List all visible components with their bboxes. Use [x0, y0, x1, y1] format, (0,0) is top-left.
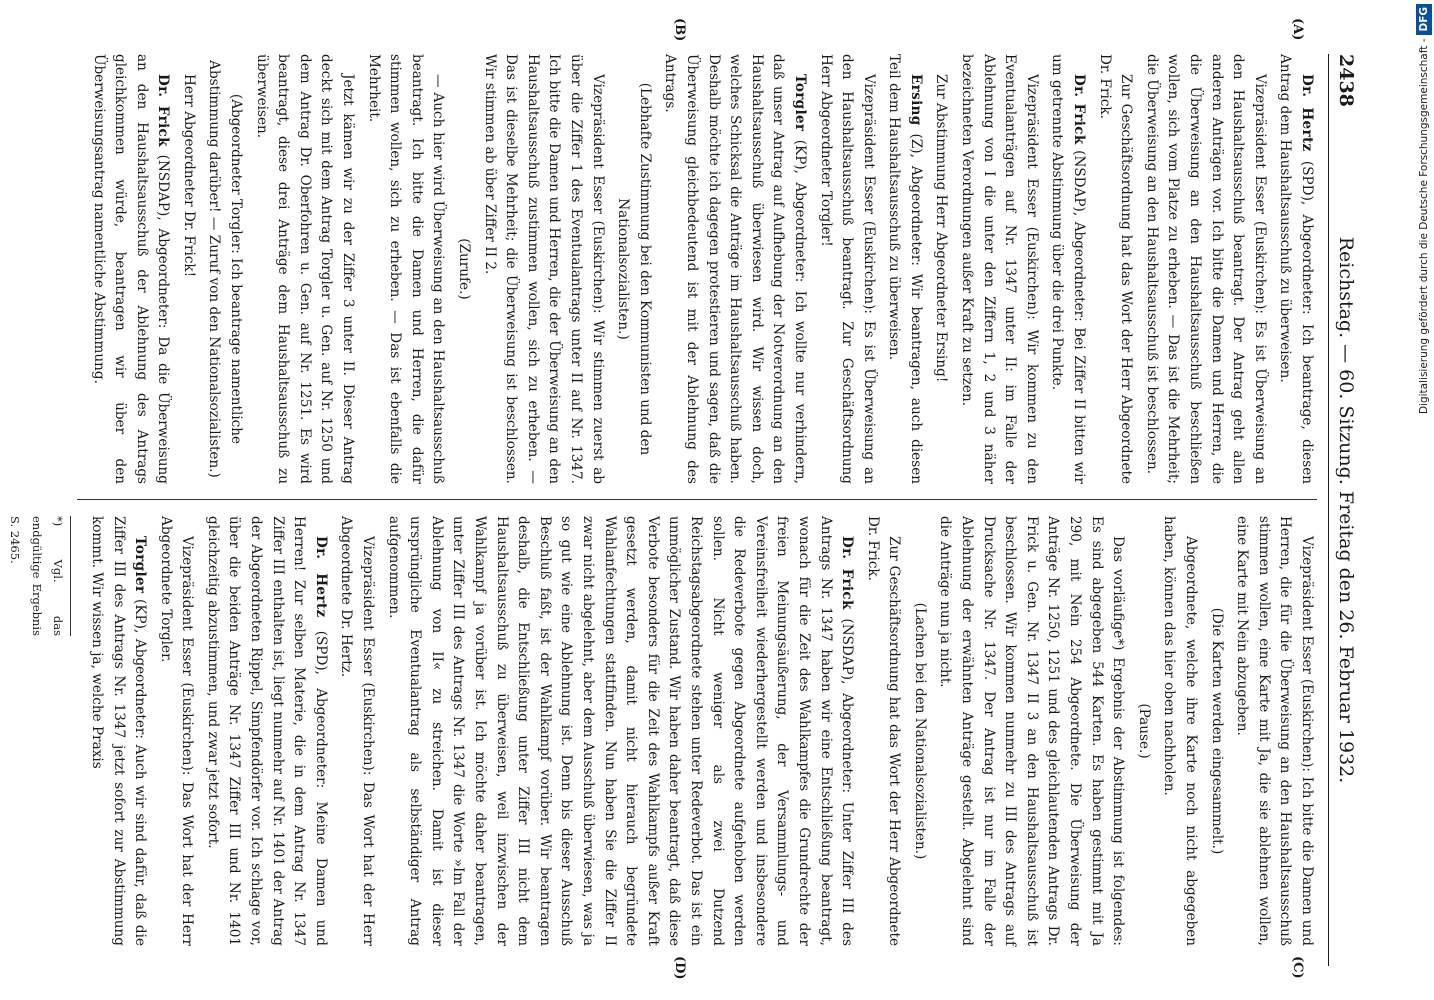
margin-marker-b: (B) — [672, 18, 687, 42]
speaker-name: Dr. Frick — [839, 536, 856, 610]
column-divider — [77, 499, 1317, 500]
speech-text: (Z), Abgeordneter: Wir beantragen, auch diesen Teil dem Haushaltsausschuß zu überweisen. — [886, 54, 924, 484]
page-number: 2438 — [1335, 54, 1357, 107]
speech-paragraph — [1274, 54, 1317, 484]
speech-text: Jetzt kämen wir zu der Ziffer 3 unter II. Dieser Antrag deckt sich mit dem Antrag Torgler u. Gen. auf Nr. 1250 und dem Antrag Dr. Oberfohren u. Gen. auf Nr. 1251. Es wird beantragt, diese drei Anträge dem Haushaltsausschuß zu überweisen. — [253, 54, 357, 484]
speaker-name: Dr. Frick — [155, 74, 172, 147]
speech-paragraph — [1231, 516, 1317, 946]
running-title: Reichstag. — 60. Sitzung. Freitag den 26. Februar 1932. — [1335, 236, 1357, 784]
speech-paragraph — [861, 516, 904, 946]
speech-paragraph — [335, 516, 378, 946]
speech-paragraph — [85, 516, 150, 946]
speech-paragraph — [934, 516, 1128, 946]
margin-marker-c: (C) — [1290, 956, 1305, 979]
speech-text: (Lebhafte Zustimmung bei den Kommunisten und den Nationalsozialisten.) — [615, 82, 653, 456]
speech-paragraph — [1140, 54, 1270, 484]
speech-text: Vizepräsident Esser (Euskirchen): Wir kommen zu den Eventualanträgen auf Nr. 1347 unter II: im Falle der Ablehnung von I die unter den Ziffern 1, 2 und 3 näher bezeichneten Verordnungen außer Kraft zu setzen. — [959, 54, 1040, 484]
right-column-body — [85, 516, 1317, 946]
credit-text: Digitalisierung gefördert durch die Deutsche Forschungsgemeinschaft - — [1418, 38, 1430, 415]
speech-text: Zur Abstimmung Herr Abgeordneter Ersing! — [933, 74, 950, 383]
left-column — [77, 54, 1317, 484]
speech-text: Vizepräsident Esser (Euskirchen): Das Wort hat der Herr Abgeordnete Dr. Hertz. — [338, 516, 377, 946]
speaker-name: Torgler — [791, 74, 808, 132]
dfg-credit — [1414, 4, 1432, 996]
speech-paragraph — [87, 54, 173, 484]
speech-text: Vizepräsident Esser (Euskirchen): Es ist Überweisung an den Haushaltsausschuß beantragt. Zur Geschäftsordnung Herr Abgeordneter Torgler! — [817, 54, 877, 484]
speaker-name: Torgler — [132, 536, 149, 594]
speech-text: (SPD), Abgeordneter: Meine Damen und Herren! Zur selben Materie, die in dem Antrag Nr. 1347 Ziffer III enthalten ist, liegt nunmehr auf Nr. 1401 der Antrag der Abgeordneten Rippel, Simpfendörfer vor. Ich schlage vor, über die beiden Anträge Nr. 1347 Ziffer III und Nr. 1401 gleichzeitig abzustimmen, und zwar jetzt sofort. — [204, 516, 329, 946]
speech-paragraph — [201, 516, 331, 946]
right-column — [8, 516, 1317, 946]
speech-text: (NSDAP), Abgeordneter: Unter Ziffer III des Antrags Nr. 1347 haben wir eine Entschließung beantragt, wonach für die Zeit des Wahlkampfes die Grundrechte der freien Meinungsäußerung, der Versammlungs- und Vereinsfreiheit wiederhergestellt werden und insbesondere die Redeverbote gegen Abgeordnete aufgehoben werden sollen. Nicht weniger als zwei Dutzend Reichstagsabgeordnete stehen unter Redeverbot. Das ist ein unmöglicher Zustand. Wir haben daher beantragt, daß diese Verbote besonders für die Zeit des Wahlkampfs außer Kraft gesetzt werden, damit nicht hierauch begründete Wahlanfechtungen stattfinden. Nun haben Sie die Ziffer II zwar nicht abgelehnt, aber dem Ausschuß überwiesen, was ja so gut wie eine Ablehnung ist. Denn bis dieser Ausschuß Beschluß faßt, ist der Wahlkampf vorüber. Wir beantragen deshalb, die Entschließung unter Ziffer III nicht dem Haushaltsausschuß zu überweisen, weil inzwischen der Wahlkampf ja vorüber ist. Ich möchte daher beantragen, unter Ziffer III des Antrags Nr. 1347 die Worte »Im Fall der Ablehnung von II« zu streichen. Damit ist dieser ursprüngliche Eventualantrag als selbständiger Antrag aufgenommen. — [385, 516, 856, 946]
speech-paragraph — [1158, 516, 1201, 946]
speech-text: (NSDAP), Abgeordneter: Da die Überweisung an den Haushaltsausschuß der Ablehnung des Antrags gleichkommen würde, beantragen wir über den Überweisungsantrag namentliche Abstimmung. — [90, 54, 172, 484]
stage-direction — [908, 516, 930, 946]
speaker-name: Dr. Hertz — [312, 536, 329, 618]
speech-paragraph — [478, 54, 608, 484]
speech-text: Herr Abgeordneter Dr. Frick! — [180, 74, 197, 278]
speech-text: Abgeordnete, welche ihre Karte noch nicht abgegeben haben, können das hier oben nachholen. — [1161, 516, 1200, 946]
speech-text: (SPD), Abgeordneter: Ich beantrage, diesen Antrag dem Haushaltsausschuß zu überweisen. — [1277, 54, 1315, 484]
speaker-name: Dr. Frick — [1071, 74, 1088, 145]
speech-text: Vizepräsident Esser (Euskirchen): Das Wort hat der Herr Abgeordnete Torgler. — [157, 516, 196, 946]
speech-text: — Auch hier wird Überweisung an den Haushaltsausschuß beantragt. Ich bitte die Damen und Herren, die dafür stimmen wollen, sich zu erheben. — Das ist ebenfalls die Mehrheit. — [365, 54, 447, 484]
margin-marker-d: (D) — [672, 956, 687, 980]
stage-direction — [452, 54, 474, 484]
speech-paragraph — [1046, 54, 1089, 484]
dfg-logo: DFG — [1416, 4, 1432, 35]
speech-text: Vizepräsident Esser (Euskirchen): Ich bitte die Damen und Herren, die für die Überweisung an den Haushaltsausschuß stimmen wollen, eine Karte mit Ja, die sie ablehnen wollen, eine Karte mit Nein abzugeben. — [1234, 516, 1315, 946]
speech-text: Das vorläufige*) Ergebnis der Abstimmung ist folgendes: Es sind abgegeben 544 Karten. Es haben gestimmt mit Ja 290, mit Nein 254 Abgeordnete. Die Überweisung der Anträge Nr. 1250, 1251 und des gleichlautenden Antrags Dr. Frick u. Gen. Nr. 1347 II 3 an den Haushaltsausschuß ist beschlossen. Wir kommen nunmehr zu III des Antrags auf Drucksache Nr. 1347. Der Antrag ist nur im Falle der Ablehnung der erwähnten Anträge gestellt. Abgelehnt sind die Anträge nun ja nicht. — [937, 516, 1127, 946]
speech-paragraph — [814, 54, 879, 484]
speech-paragraph — [883, 54, 926, 484]
speaker-name: Ersing — [907, 74, 924, 126]
speech-text: (NSDAP), Abgeordneter: Bei Ziffer II bitten wir um getrennte Abstimmung über die drei Punkte. — [1049, 54, 1088, 484]
speech-text: Vizepräsident Esser (Euskirchen): Wir stimmen zuerst ab über die Ziffer 1 des Eventualantrags unter II auf Nr. 1347. Ich bitte die Damen und Herren, die der Überweisung an den Haushaltsausschuß zustimmen wollen, sich zu erheben. — Das ist dieselbe Mehrheit; die Überweisung ist beschlossen. Wir stimmen ab über Ziffer II 2. — [481, 54, 606, 484]
speech-paragraph — [362, 54, 448, 484]
speech-text: Vizepräsident Esser (Euskirchen): Es ist Überweisung an den Haushaltsausschuß beantragt. Der Antrag geht allen anderen Anträgen vor. Ich bitte die Damen und Herren, die die Überweisung an den Haushaltsausschuß beschließen wollen, sich vom Platze zu erheben. — Das ist die Mehrheit; die Überweisung an den Haushaltsausschuß ist beschlossen. — [1143, 54, 1268, 484]
speech-text: (KP), Abgeordneter: Auch wir sind dafür, daß die Ziffer III des Antrags Nr. 1347 jetzt sofort zur Abstimmung kommt. Wir wissen ja, welche Praxis — [88, 516, 149, 946]
stage-direction — [612, 54, 655, 484]
speech-text: (Pause.) — [1135, 703, 1152, 759]
speech-text: (KP), Abgeordneter: Ich wollte nur verhindern, daß unser Antrag auf Aufhebung der Notverordnung an den Haushaltsausschuß überwiesen wird. Wir wissen doch, welches Schicksal die Anträge im Haushaltsausschuß haben. Deshalb möchte ich dagegen protestieren und sagen, daß die Überweisung gleichbedeutend ist mit der Ablehnung des Antrags. — [662, 54, 808, 484]
rotated-page — [8, 10, 1377, 990]
stage-direction — [1205, 516, 1227, 946]
speech-paragraph — [930, 54, 952, 484]
speech-text: (Lachen bei den Nationalsozialisten.) — [911, 602, 928, 860]
speech-paragraph — [177, 54, 199, 484]
stage-direction — [1132, 516, 1154, 946]
margin-marker-a: (A) — [1290, 18, 1305, 41]
speech-text: Zur Geschäftsordnung hat das Wort der Herr Abgeordnete Dr. Frick. — [1096, 54, 1135, 484]
stage-direction — [203, 54, 246, 484]
speech-text: (Abgeordneter Torgler: Ich beantrage namentliche Abstimmung darüber! — Zuruf von den Nationalsozialisten.) — [206, 60, 245, 478]
speech-text: (Zurufe.) — [456, 238, 473, 300]
speech-paragraph — [659, 54, 810, 484]
speech-text: Zur Geschäftsordnung hat das Wort der Herr Abgeordnete Dr. Frick. — [864, 516, 903, 946]
speech-text: (Die Karten werden eingesammelt.) — [1208, 607, 1225, 855]
speech-paragraph — [956, 54, 1042, 484]
speech-paragraph — [382, 516, 857, 946]
footnote: *) Vgl. das endgültige Ergebnis S. 2465. — [4, 516, 72, 636]
page-header — [1328, 54, 1363, 966]
speech-paragraph — [154, 516, 197, 946]
speech-paragraph — [1093, 54, 1136, 484]
speaker-name: Dr. Hertz — [1299, 74, 1315, 152]
speech-paragraph — [250, 54, 358, 484]
